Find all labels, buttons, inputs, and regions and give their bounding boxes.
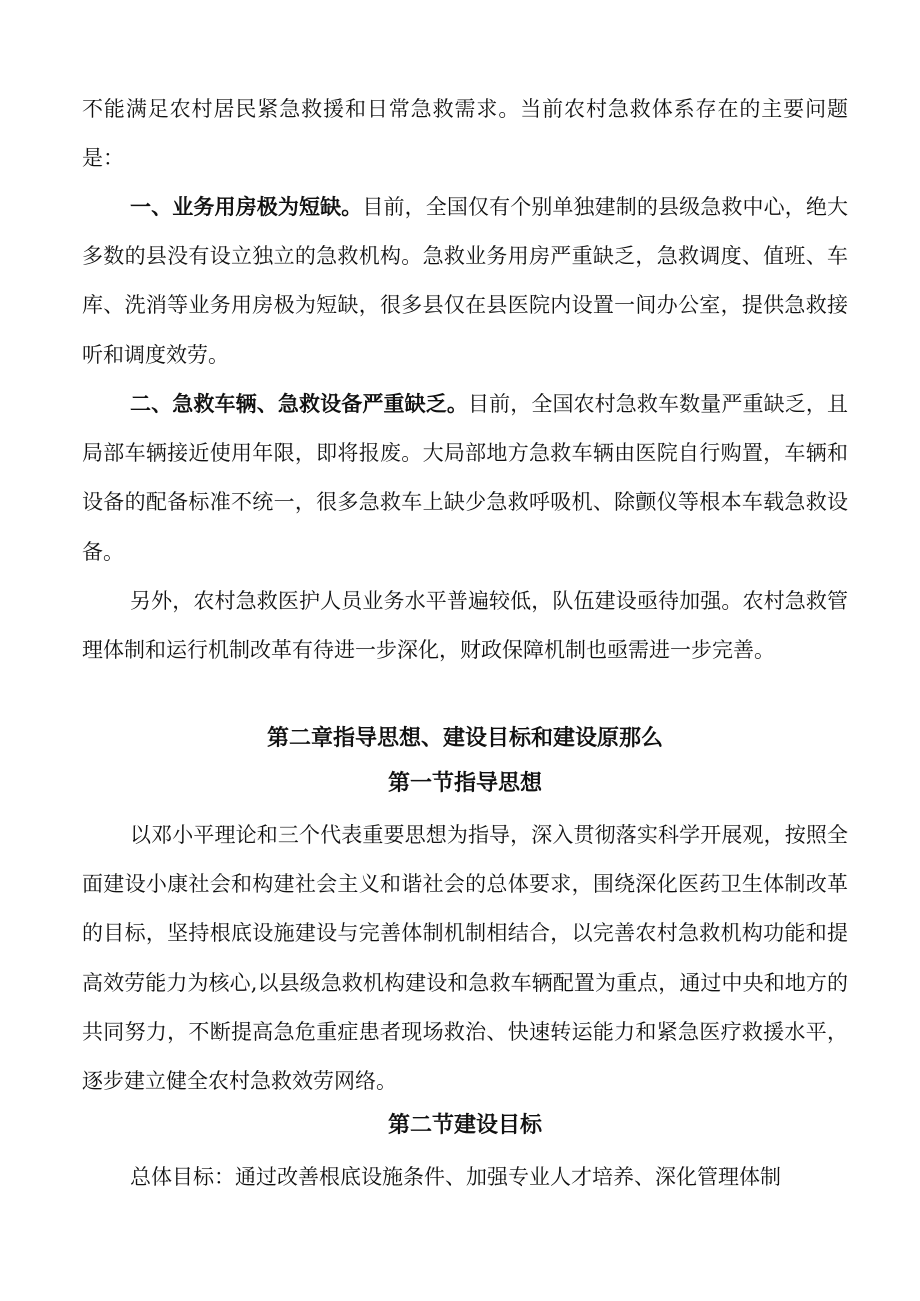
paragraph-lead: 二、急救车辆、急救设备严重缺乏。 [130,391,468,416]
paragraph-guiding-thought [82,810,848,1106]
section-heading-construction-goal: 第二节建设目标 [387,1113,542,1138]
paragraph-text: 总体目标：通过改善根底设施条件、加强专业人才培养、深化管理体制 [130,1165,781,1189]
paragraph-text: 目前，全国仅有个别单独建制的县级急救中心，绝大多数的县没有设立独立的急救机构。急救业务用房严重缺乏，急救调度、值班、车库、洗消等业务用房极为短缺，很多县仅在县医院内设置一间办公室，提供急救接听和调度效劳。 [82,195,849,367]
paragraph-item-two [82,379,848,577]
paragraph-text: 目前，全国农村急救车数量严重缺乏，且局部车辆接近使用年限，即将报废。大局部地方急救车辆由医院自行购置，车辆和设备的配备标准不统一，很多急救车上缺少急救呼吸机、除颤仪等根本车载急救设备。 [82,392,849,564]
paragraph-additional [82,576,848,675]
paragraph-item-one [82,182,848,380]
paragraph-text: 不能满足农村居民紧急救援和日常急救需求。当前农村急救体系存在的主要问题是： [82,97,848,171]
paragraph-intro [82,84,848,183]
paragraph-lead: 一、业务用房极为短缺。 [130,194,363,219]
paragraph-text: 以邓小平理论和三个代表重要思想为指导，深入贯彻落实科学开展观，按照全面建设小康社会和构建社会主义和谐社会的总体要求，围绕深化医药卫生体制改革的目标，坚持根底设施建设与完善体制机制相结合，以完善农村急救机构功能和提高效劳能力为核心,以县级急救机构建设和急救车辆配置为重点，通过中央和地方的共同努力，不断提高急危重症患者现场救治、快速转运能力和紧急医疗救援水平，逐步建立健全农村急救效劳网络。 [82,823,848,1094]
chapter-heading: 第二章指导思想、建设目标和建设原那么 [266,726,663,751]
section-heading-guiding-thought: 第一节指导思想 [387,771,542,796]
paragraph-text: 另外，农村急救医护人员业务水平普遍较低，队伍建设亟待加强。农村急救管理体制和运行机制改革有待进一步深化，财政保障机制也亟需进一步完善。 [82,589,848,663]
paragraph-overall-goal [82,1152,848,1202]
